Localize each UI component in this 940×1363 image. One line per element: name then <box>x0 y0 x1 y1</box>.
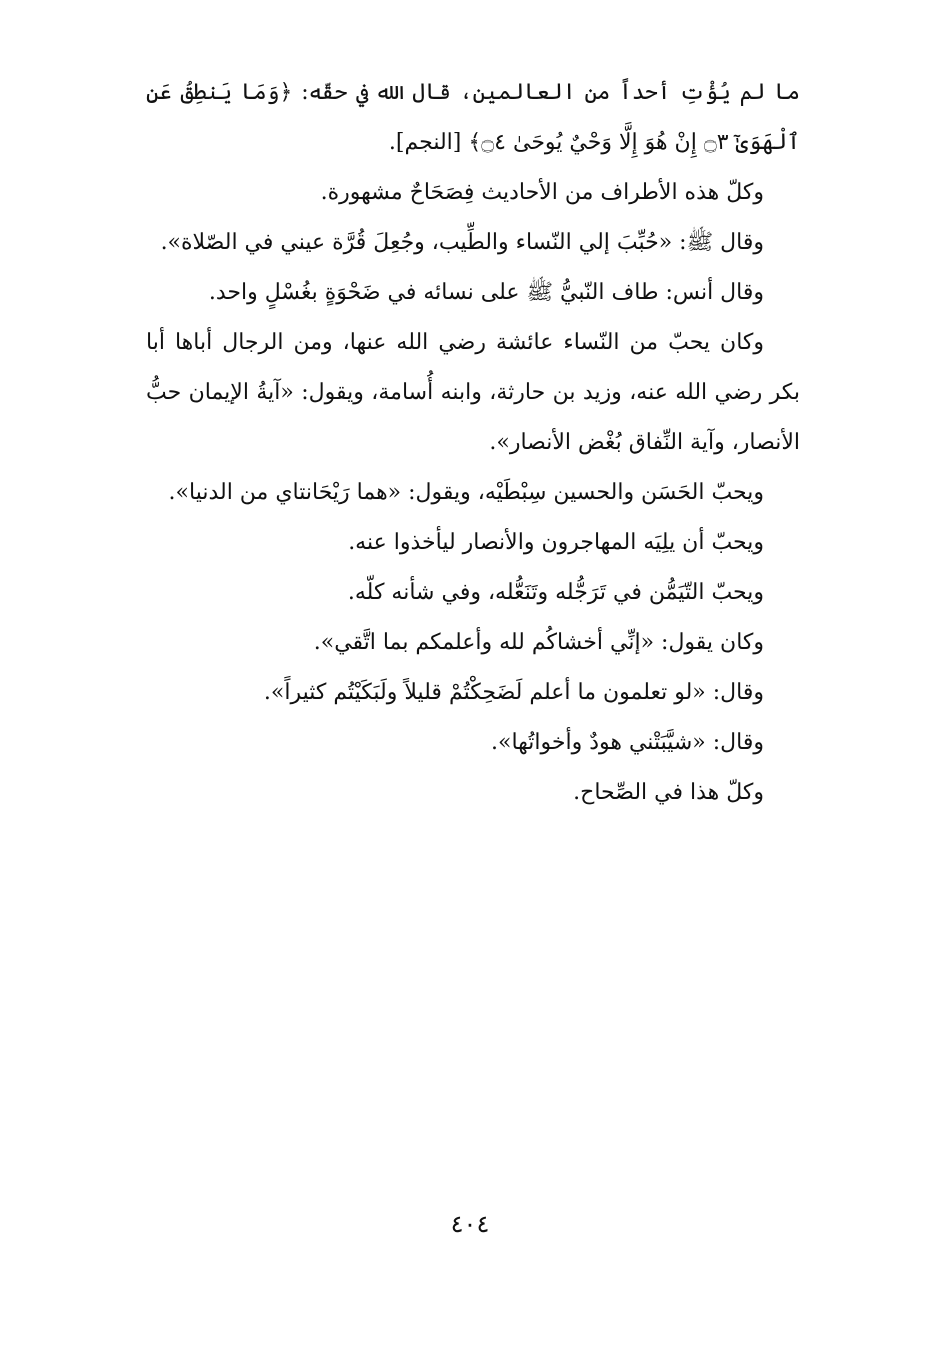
paragraph-anas: وقال أنس: طاف النّبيُّ ﷺ على نسائه في ضَحْوَةٍ بغُسْلٍ واحد. <box>208 280 764 305</box>
paragraph-muhajirun: ويحبّ أن يلِيَه المهاجرون والأنصار ليأخذوا عنه. <box>348 530 764 555</box>
paragraph-hud: وقال: «شيَّبَتْني هودٌ وأخواتُها». <box>490 730 764 755</box>
paragraph-akhshakum: وكان يقول: «إنِّي أخشاكُم لله وأعلمكم بما اتَّقي». <box>313 630 764 655</box>
paragraph-law-talamun: وقال: «لو تعلمون ما أعلم لَضَحِكْتُمْ قليلاً ولَبَكَيْتُم كثيراً». <box>263 680 764 705</box>
page-number: ٤٠٤ <box>450 1210 490 1238</box>
paragraph-hadith-authentic: وكلّ هذه الأطراف من الأحاديث فِصَحَاحٌ مشهورة. <box>320 180 764 205</box>
paragraph-aisha: وكان يحبّ من النّساء عائشة رضي الله عنها، ومن الرجال أباها أبا بكر رضي الله عنه، وزيد بن حارثة، وابنه أُسامة، ويقول: «آيةُ الإيمان حبُّ الأنصار، وآية النِّفاق بُغْض الأنصار». <box>146 330 800 455</box>
paragraph-quran-verse: ما لم يُؤْتِ أحداً من العالمين، قال الله في حقّه: ﴿وَمَا يَنطِقُ عَنِ ٱلْهَوَىٰٓ ۝٣ إِنْ هُوَ إِلَّا وَحْيٌ يُوحَىٰ ۝٤﴾ [النجم]. <box>146 80 800 155</box>
paragraph-tayammun: ويحبّ التّيَمُّن في تَرَجُّله وتَنَعُّله، وفي شأنه كلّه. <box>347 580 764 605</box>
paragraph-hasan-husain: ويحبّ الحَسَن والحسين سِبْطَيْه، ويقول: «هما رَيْحَانتاي من الدنيا». <box>168 480 764 505</box>
paragraph-hadith-beloved: وقال ﷺ: «حُبِّبَ إلي النّساء والطِّيب، وجُعِلَ قُرَّة عيني في الصّلاة». <box>160 230 764 255</box>
paragraph-sihah: وكلّ هذا في الصِّحاح. <box>573 780 764 805</box>
body-text <box>146 68 800 818</box>
